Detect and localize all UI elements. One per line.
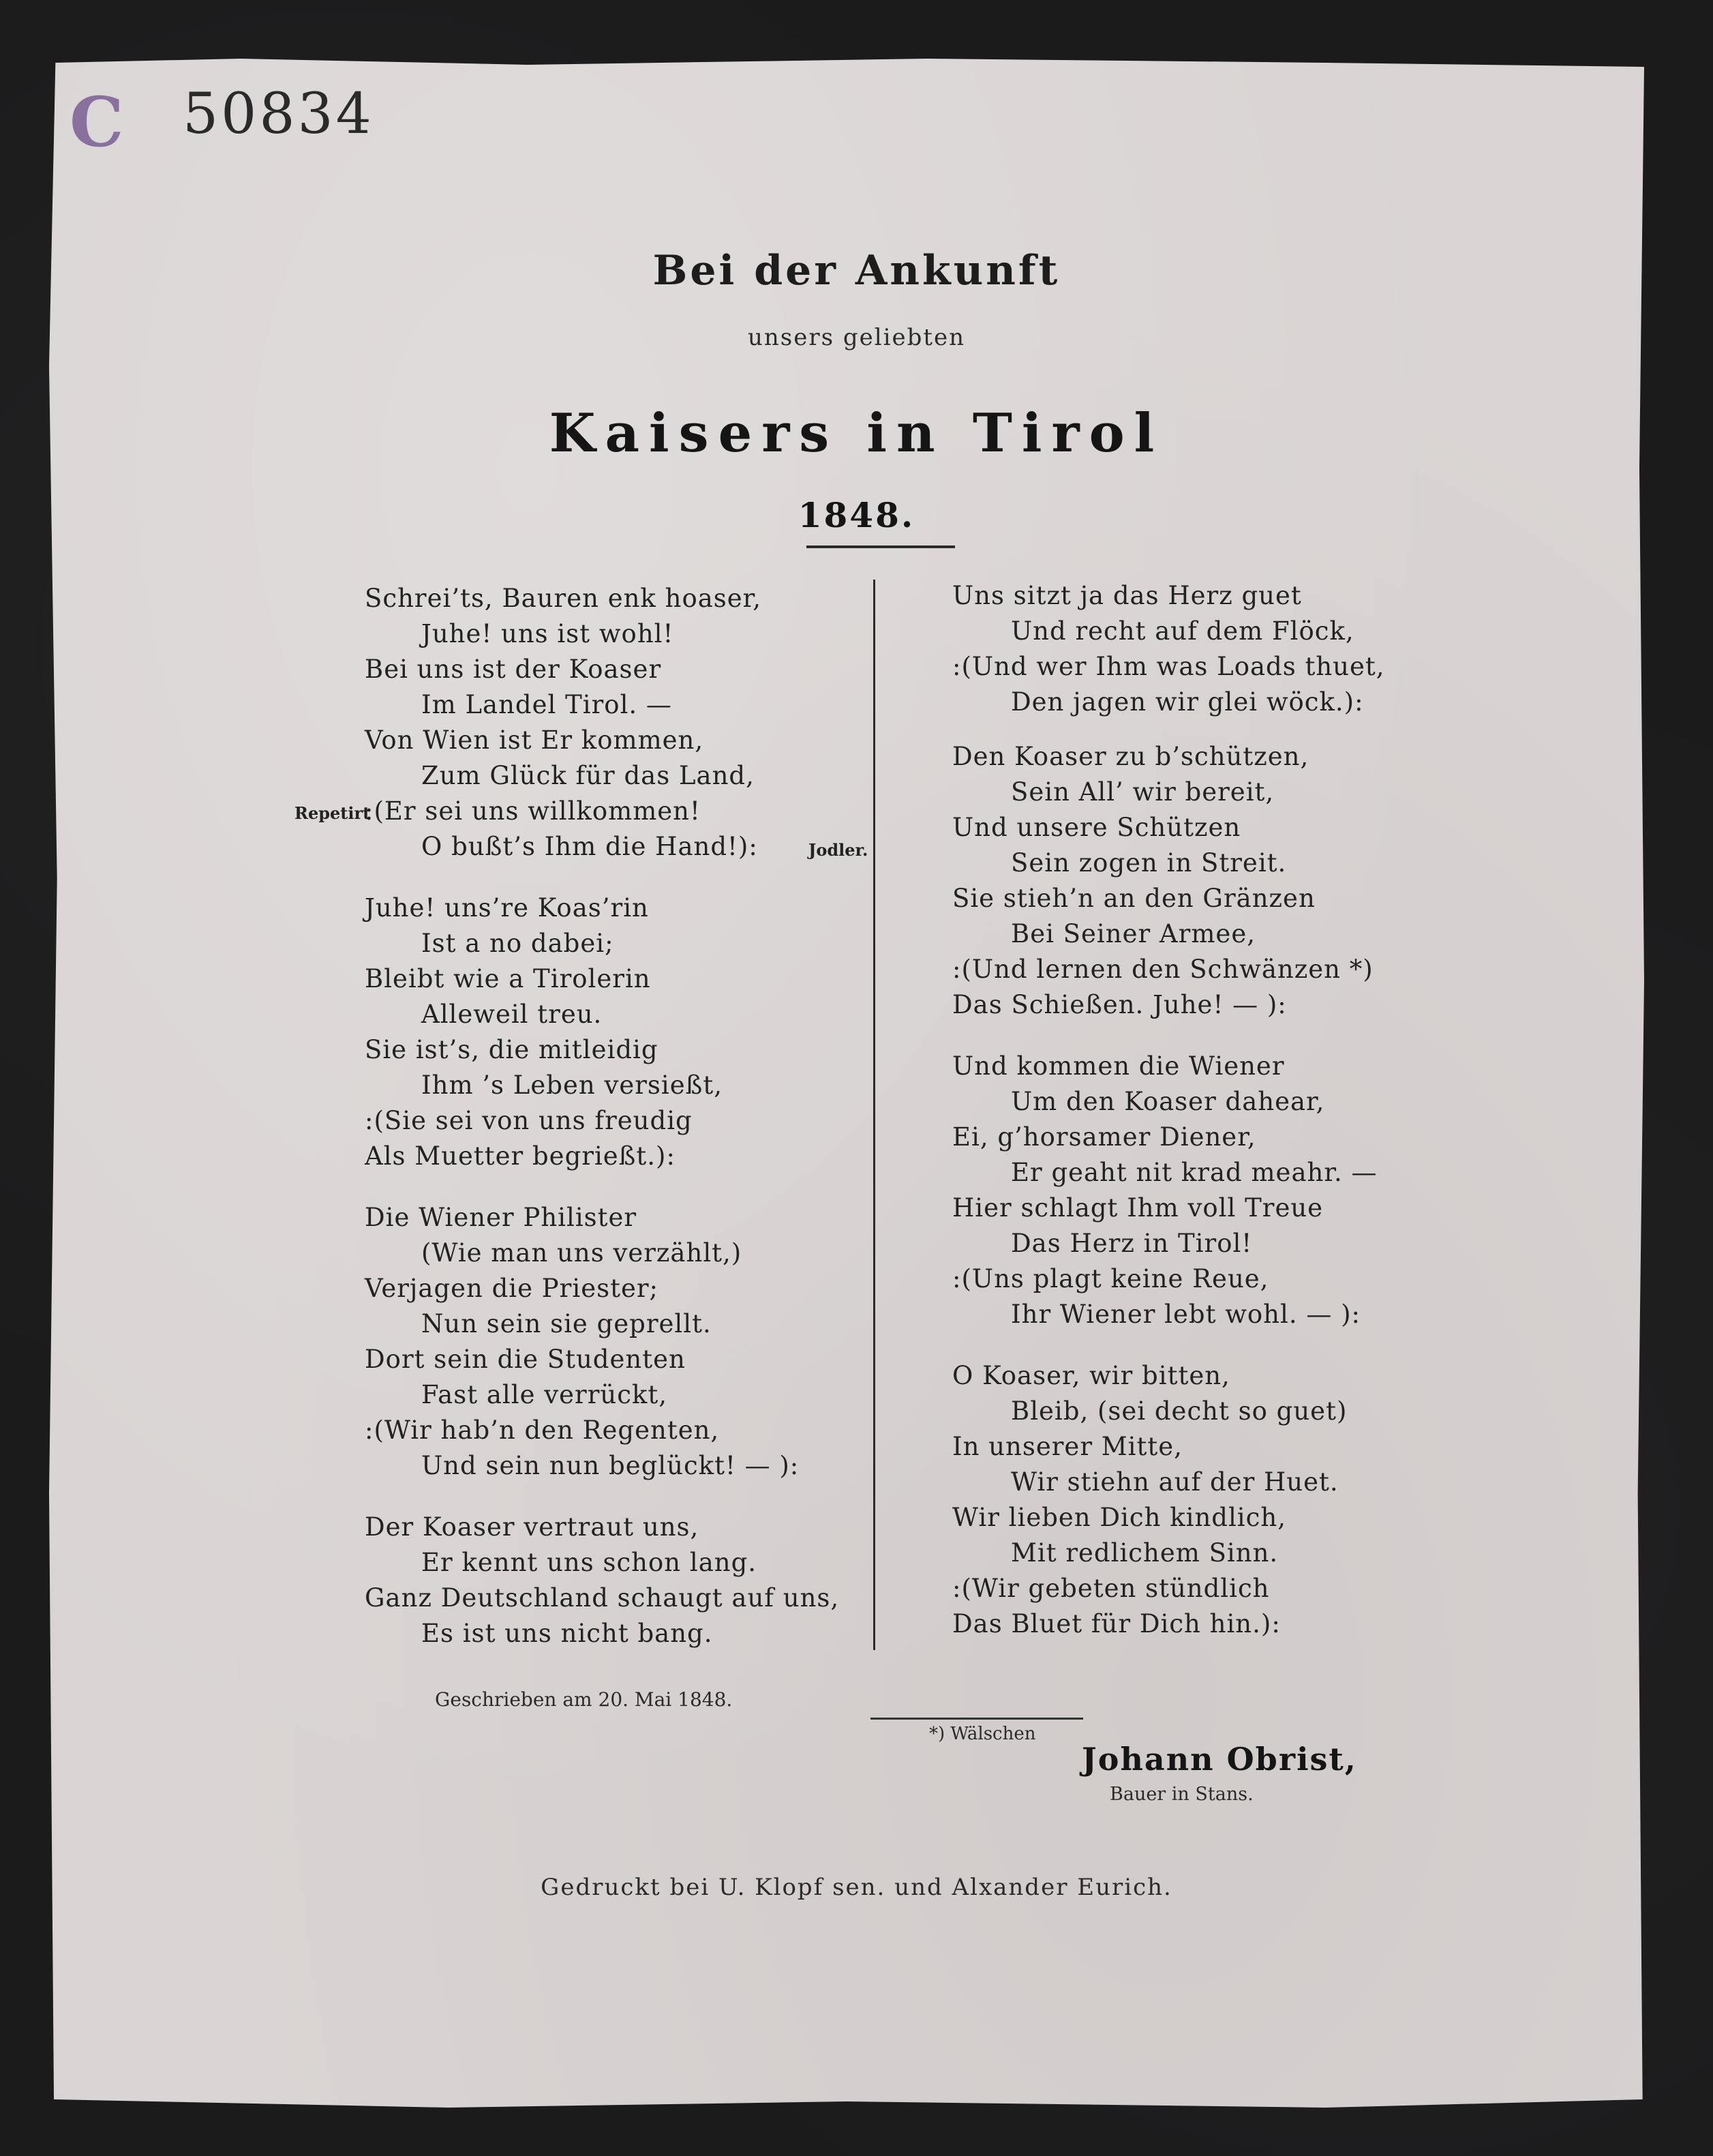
printer-line: Gedruckt bei U. Klopf sen. und Alxander Eurich. [541, 1874, 1172, 1901]
left-line: Alleweil treu. [421, 1000, 603, 1029]
right-line: Und unsere Schützen [952, 813, 1241, 842]
author-subtitle: Bauer in Stans. [1110, 1784, 1254, 1805]
title-year: 1848. [798, 495, 915, 535]
right-line: Bleib, (sei decht so guet) [1011, 1396, 1348, 1426]
right-line: O Koaser, wir bitten, [952, 1361, 1230, 1390]
title-line-1: Bei der Ankunft [652, 247, 1061, 295]
right-line: :(Und wer Ihm was Loads thuet, [952, 652, 1385, 681]
right-line: Sie stieh’n an den Gränzen [952, 884, 1316, 913]
right-line: Uns sitzt ja das Herz guet [952, 581, 1302, 610]
left-line: :(Wir hab’n den Regenten, [365, 1416, 720, 1445]
title-rule [806, 545, 955, 548]
left-line: Bleibt wie a Tirolerin [365, 964, 651, 993]
left-line: Ist a no dabei; [421, 929, 614, 958]
written-date: Geschrieben am 20. Mai 1848. [435, 1688, 733, 1711]
right-line: Das Schießen. Juhe! — ): [952, 990, 1287, 1019]
left-line: Von Wien ist Er kommen, [365, 725, 704, 755]
left-line: Juhe! uns’re Koas’rin [365, 893, 649, 923]
left-line: Ihm ’s Leben versießt, [421, 1070, 723, 1100]
left-line: Verjagen die Priester; [365, 1274, 659, 1303]
right-line: :(Und lernen den Schwänzen *) [952, 955, 1374, 984]
left-line: Bei uns ist der Koaser [365, 655, 662, 684]
column-divider [873, 580, 875, 1650]
right-line: Sein zogen in Streit. [1011, 848, 1287, 878]
right-line: Und recht auf dem Flöck, [1011, 616, 1354, 646]
right-line: Ei, g’horsamer Diener, [952, 1122, 1256, 1152]
jodler-label: Jodler. [808, 840, 868, 860]
left-line: Dort sein die Studenten [365, 1345, 686, 1374]
right-line: Ihr Wiener lebt wohl. — ): [1011, 1300, 1361, 1329]
right-line: In unserer Mitte, [952, 1432, 1183, 1461]
catalog-stamp-letter: C [70, 82, 124, 162]
author-name: Johann Obrist, [1082, 1741, 1357, 1778]
left-line: Ganz Deutschland schaugt auf uns, [365, 1583, 840, 1613]
left-line: O bußt’s Ihm die Hand!): [421, 832, 758, 861]
left-line: Und sein nun beglückt! — ): [421, 1451, 800, 1480]
document-sheet [49, 59, 1644, 2108]
left-line: Er kennt uns schon lang. [421, 1548, 757, 1577]
right-line: Um den Koaser dahear, [1011, 1087, 1325, 1116]
right-line: Den jagen wir glei wöck.): [1011, 687, 1364, 717]
catalog-number: 50834 [183, 82, 374, 147]
right-line: Und kommen die Wiener [952, 1051, 1285, 1081]
left-line: Juhe! uns ist wohl! [421, 619, 674, 648]
left-line: Die Wiener Philister [365, 1203, 637, 1232]
right-line: :(Wir gebeten stündlich [952, 1574, 1270, 1603]
right-line: Wir stiehn auf der Huet. [1011, 1467, 1339, 1497]
left-line: Nun sein sie geprellt. [421, 1309, 712, 1338]
left-line: Fast alle verrückt, [421, 1380, 667, 1409]
left-line: Es ist uns nicht bang. [421, 1619, 713, 1648]
left-line: Sie ist’s, die mitleidig [365, 1035, 658, 1064]
left-line: :(Sie sei von uns freudig [365, 1106, 693, 1135]
right-line: Hier schlagt Ihm voll Treue [952, 1193, 1324, 1223]
right-line: Mit redlichem Sinn. [1011, 1538, 1279, 1568]
title-line-3: Kaisers in Tirol [549, 402, 1164, 464]
footnote-rule [870, 1718, 1083, 1720]
left-line: Als Muetter begrießt.): [365, 1141, 676, 1171]
left-line: :(Er sei uns willkommen! [365, 796, 701, 826]
repetirt-label: Repetirt [294, 803, 371, 823]
left-line: Der Koaser vertraut uns, [365, 1512, 699, 1542]
left-line: Zum Glück für das Land, [421, 761, 755, 790]
right-line: :(Uns plagt keine Reue, [952, 1264, 1269, 1293]
right-line: Er geaht nit krad meahr. — [1011, 1158, 1378, 1187]
title-line-2: unsers geliebten [747, 324, 966, 351]
footnote: *) Wälschen [929, 1724, 1036, 1744]
right-line: Das Bluet für Dich hin.): [952, 1609, 1281, 1638]
right-line: Den Koaser zu b’schützen, [952, 742, 1309, 771]
left-line: Schrei’ts, Bauren enk hoaser, [365, 584, 762, 613]
right-line: Bei Seiner Armee, [1011, 919, 1256, 948]
left-line: (Wie man uns verzählt,) [421, 1238, 742, 1268]
right-line: Das Herz in Tirol! [1011, 1229, 1253, 1258]
left-line: Im Landel Tirol. — [421, 690, 672, 719]
right-line: Sein All’ wir bereit, [1011, 777, 1275, 807]
right-line: Wir lieben Dich kindlich, [952, 1503, 1286, 1532]
